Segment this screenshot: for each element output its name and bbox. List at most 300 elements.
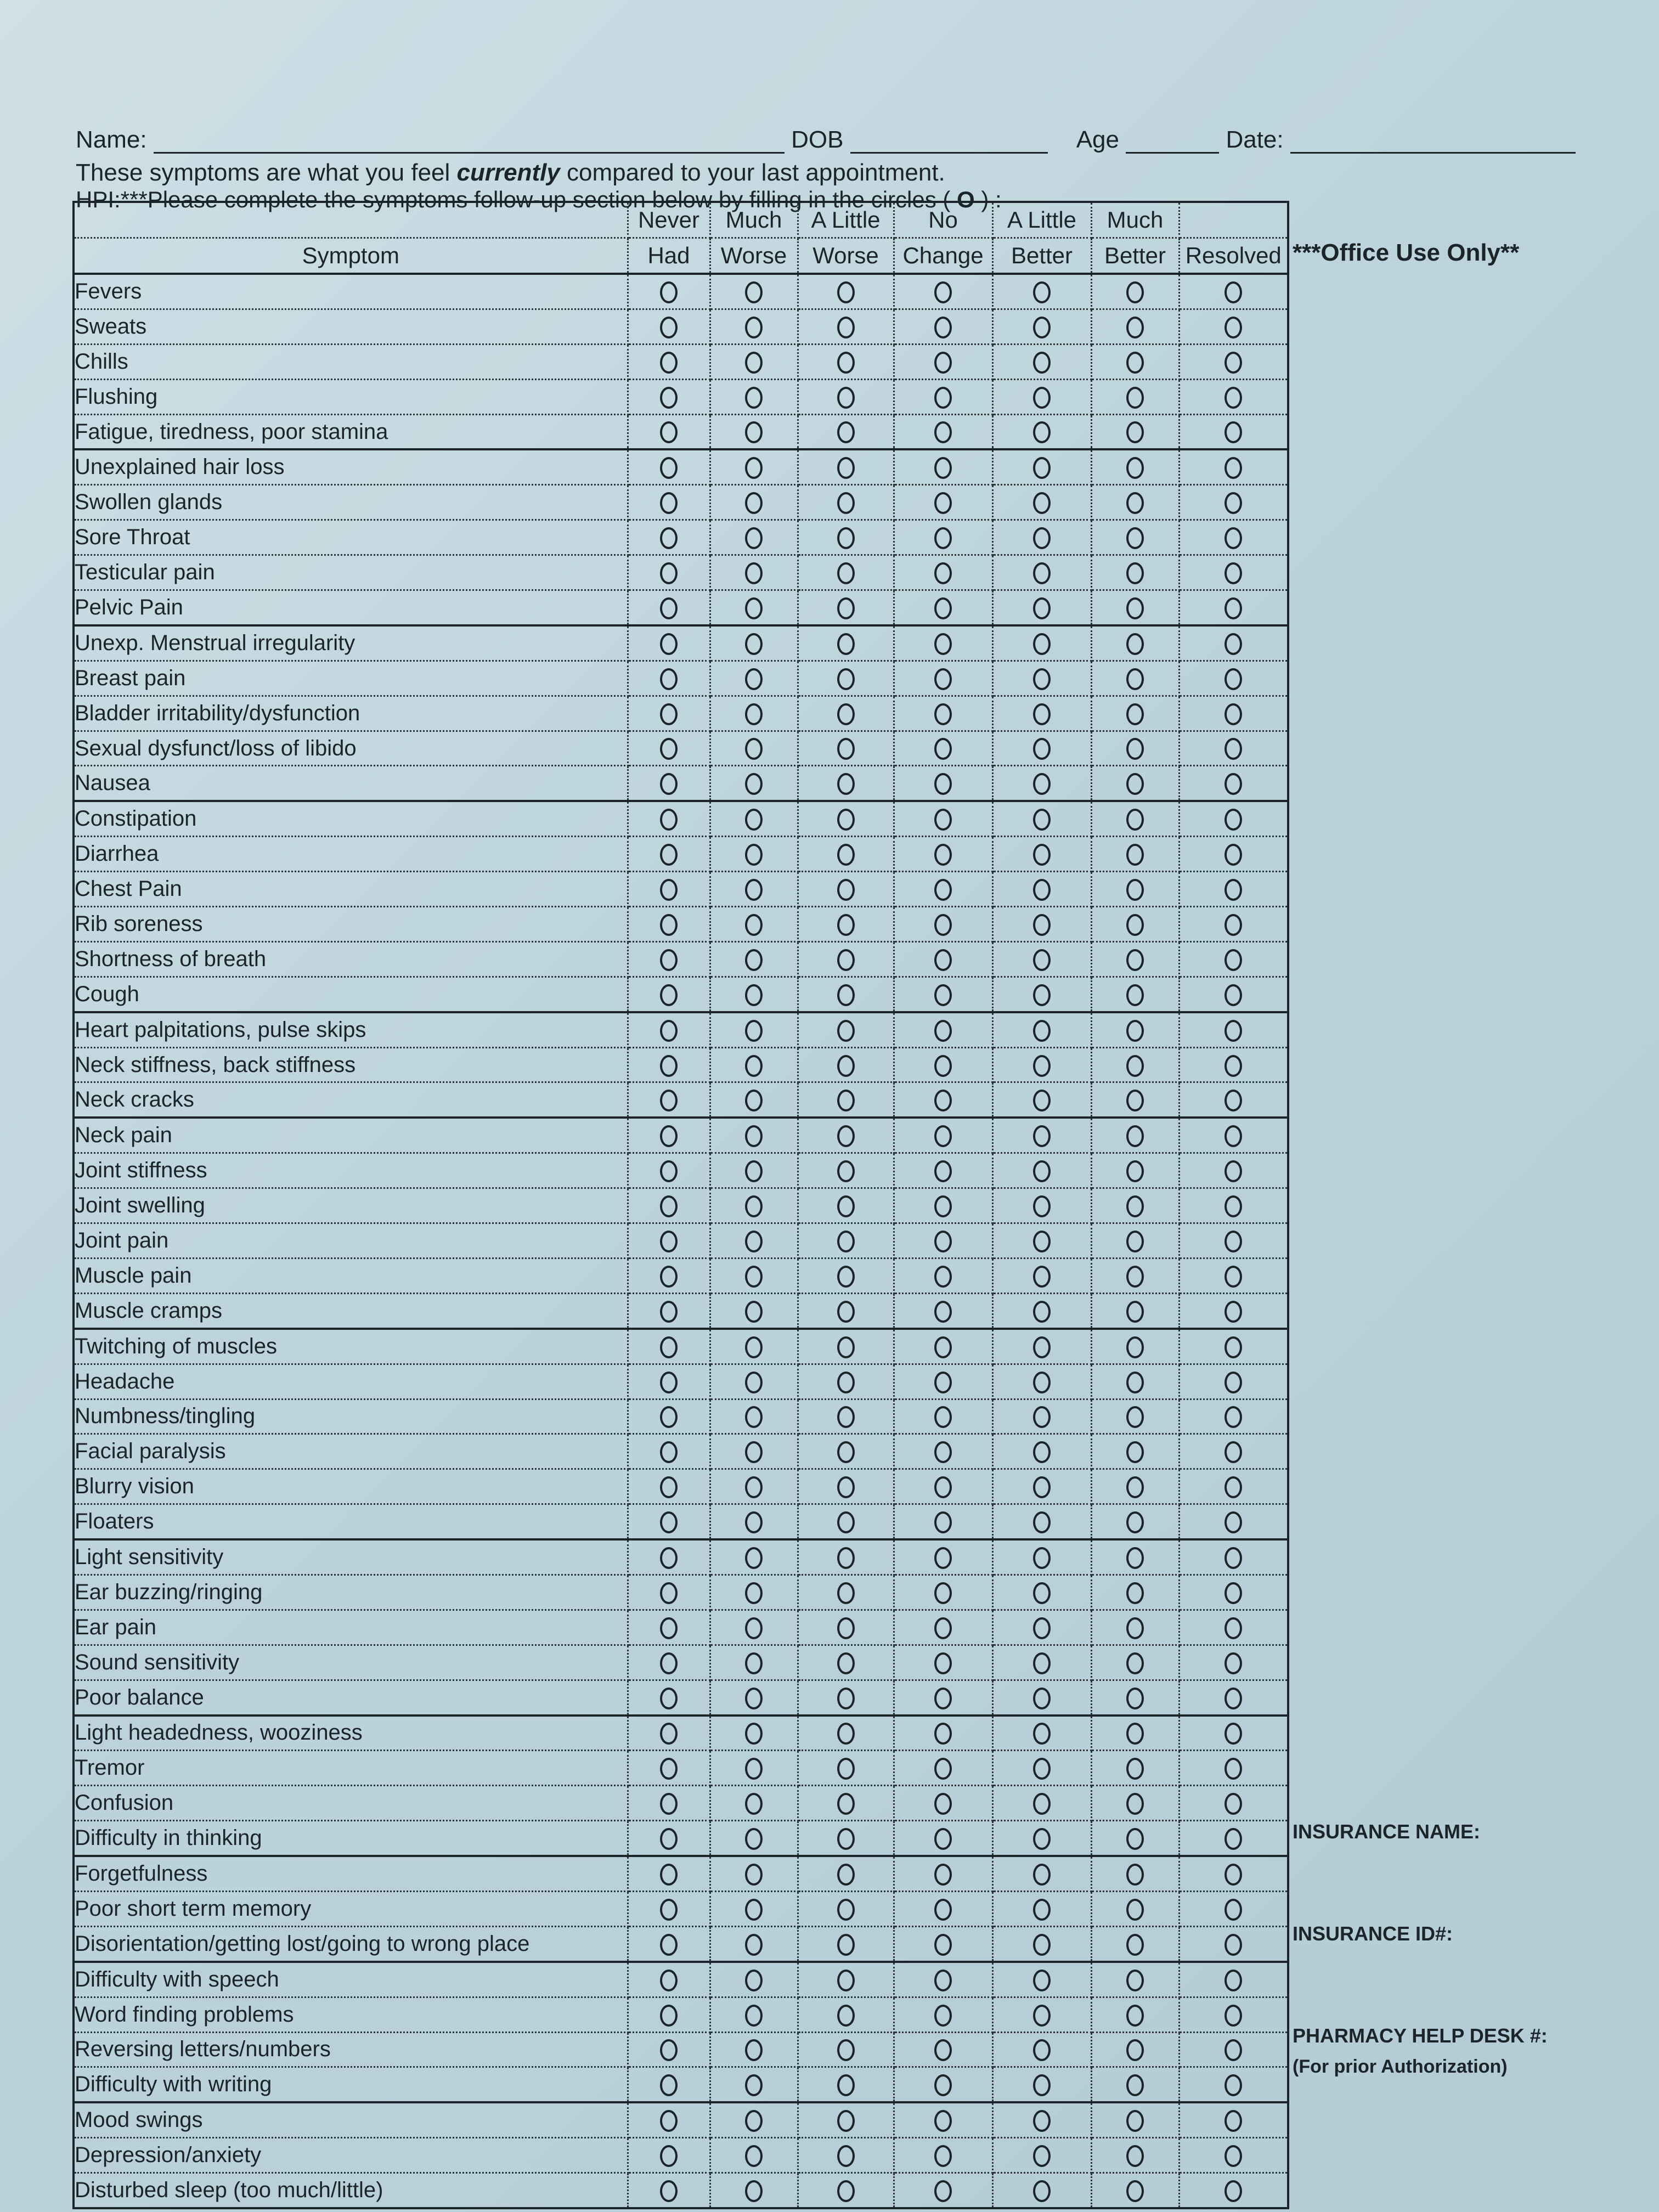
response-circle[interactable]	[1033, 1582, 1051, 1604]
response-circle[interactable]	[934, 281, 952, 303]
response-circle[interactable]	[660, 1617, 678, 1639]
response-circle[interactable]	[1033, 809, 1051, 831]
response-circle[interactable]	[745, 1970, 763, 1991]
response-circle[interactable]	[1033, 1266, 1051, 1288]
response-circle[interactable]	[837, 2180, 855, 2202]
response-circle[interactable]	[660, 1582, 678, 1604]
response-circle[interactable]	[1033, 1688, 1051, 1709]
response-circle[interactable]	[934, 809, 952, 831]
response-circle[interactable]	[837, 2005, 855, 2027]
response-circle[interactable]	[1126, 984, 1144, 1006]
response-circle[interactable]	[745, 738, 763, 760]
response-circle[interactable]	[1126, 1652, 1144, 1674]
response-circle[interactable]	[934, 1301, 952, 1323]
response-circle[interactable]	[1224, 1758, 1242, 1780]
response-circle[interactable]	[837, 1793, 855, 1815]
response-circle[interactable]	[745, 1758, 763, 1780]
response-circle[interactable]	[837, 317, 855, 338]
response-circle[interactable]	[837, 1899, 855, 1921]
response-circle[interactable]	[1224, 2180, 1242, 2202]
response-circle[interactable]	[1033, 1723, 1051, 1745]
response-circle[interactable]	[660, 597, 678, 619]
response-circle[interactable]	[1033, 562, 1051, 584]
response-circle[interactable]	[745, 1125, 763, 1147]
response-circle[interactable]	[837, 2039, 855, 2061]
response-circle[interactable]	[837, 387, 855, 409]
response-circle[interactable]	[745, 281, 763, 303]
response-circle[interactable]	[1126, 1723, 1144, 1745]
response-circle[interactable]	[1224, 421, 1242, 443]
response-circle[interactable]	[934, 317, 952, 338]
response-circle[interactable]	[1224, 1406, 1242, 1428]
response-circle[interactable]	[1126, 2145, 1144, 2167]
response-circle[interactable]	[1224, 879, 1242, 901]
response-circle[interactable]	[1033, 1441, 1051, 1463]
response-circle[interactable]	[745, 844, 763, 866]
response-circle[interactable]	[934, 1864, 952, 1886]
response-circle[interactable]	[1126, 1125, 1144, 1147]
response-circle[interactable]	[1126, 1055, 1144, 1077]
response-circle[interactable]	[745, 1441, 763, 1463]
response-circle[interactable]	[1033, 1301, 1051, 1323]
response-circle[interactable]	[1126, 773, 1144, 795]
response-circle[interactable]	[1224, 352, 1242, 374]
response-circle[interactable]	[1033, 773, 1051, 795]
response-circle[interactable]	[745, 1723, 763, 1745]
response-circle[interactable]	[745, 457, 763, 479]
response-circle[interactable]	[934, 2180, 952, 2202]
response-circle[interactable]	[745, 1160, 763, 1182]
response-circle[interactable]	[1033, 2074, 1051, 2096]
response-circle[interactable]	[1126, 809, 1144, 831]
response-circle[interactable]	[660, 317, 678, 338]
response-circle[interactable]	[1224, 633, 1242, 655]
response-circle[interactable]	[745, 809, 763, 831]
response-circle[interactable]	[837, 1195, 855, 1217]
response-circle[interactable]	[1126, 562, 1144, 584]
response-circle[interactable]	[934, 1582, 952, 1604]
response-circle[interactable]	[837, 633, 855, 655]
response-circle[interactable]	[660, 703, 678, 725]
response-circle[interactable]	[745, 492, 763, 514]
response-circle[interactable]	[660, 1020, 678, 1042]
response-circle[interactable]	[837, 1934, 855, 1956]
response-circle[interactable]	[660, 668, 678, 690]
age-field[interactable]	[1126, 130, 1219, 154]
response-circle[interactable]	[934, 2005, 952, 2027]
response-circle[interactable]	[745, 668, 763, 690]
response-circle[interactable]	[1126, 2110, 1144, 2132]
response-circle[interactable]	[1033, 668, 1051, 690]
response-circle[interactable]	[1126, 1758, 1144, 1780]
response-circle[interactable]	[837, 2074, 855, 2096]
response-circle[interactable]	[934, 1934, 952, 1956]
response-circle[interactable]	[660, 2180, 678, 2202]
response-circle[interactable]	[1033, 914, 1051, 936]
response-circle[interactable]	[1033, 492, 1051, 514]
response-circle[interactable]	[1126, 1336, 1144, 1358]
response-circle[interactable]	[745, 1055, 763, 1077]
response-circle[interactable]	[1224, 1652, 1242, 1674]
response-circle[interactable]	[1126, 879, 1144, 901]
response-circle[interactable]	[660, 1055, 678, 1077]
response-circle[interactable]	[745, 1793, 763, 1815]
response-circle[interactable]	[660, 492, 678, 514]
response-circle[interactable]	[934, 1055, 952, 1077]
response-circle[interactable]	[660, 457, 678, 479]
response-circle[interactable]	[934, 1723, 952, 1745]
response-circle[interactable]	[1224, 844, 1242, 866]
response-circle[interactable]	[1033, 1125, 1051, 1147]
response-circle[interactable]	[1033, 1970, 1051, 1991]
response-circle[interactable]	[1224, 2039, 1242, 2061]
response-circle[interactable]	[660, 1301, 678, 1323]
response-circle[interactable]	[837, 1406, 855, 1428]
response-circle[interactable]	[745, 703, 763, 725]
response-circle[interactable]	[660, 773, 678, 795]
response-circle[interactable]	[660, 421, 678, 443]
response-circle[interactable]	[837, 1055, 855, 1077]
response-circle[interactable]	[660, 527, 678, 549]
response-circle[interactable]	[1224, 1688, 1242, 1709]
response-circle[interactable]	[934, 1372, 952, 1393]
response-circle[interactable]	[1126, 1160, 1144, 1182]
response-circle[interactable]	[1126, 914, 1144, 936]
response-circle[interactable]	[934, 597, 952, 619]
response-circle[interactable]	[745, 1476, 763, 1498]
response-circle[interactable]	[1224, 914, 1242, 936]
response-circle[interactable]	[934, 527, 952, 549]
response-circle[interactable]	[745, 2005, 763, 2027]
response-circle[interactable]	[837, 773, 855, 795]
response-circle[interactable]	[1126, 1547, 1144, 1569]
response-circle[interactable]	[1126, 1441, 1144, 1463]
response-circle[interactable]	[837, 1266, 855, 1288]
response-circle[interactable]	[1224, 387, 1242, 409]
response-circle[interactable]	[1224, 597, 1242, 619]
response-circle[interactable]	[1033, 703, 1051, 725]
response-circle[interactable]	[837, 1372, 855, 1393]
response-circle[interactable]	[660, 1406, 678, 1428]
response-circle[interactable]	[745, 984, 763, 1006]
response-circle[interactable]	[837, 809, 855, 831]
response-circle[interactable]	[745, 1090, 763, 1111]
response-circle[interactable]	[745, 773, 763, 795]
response-circle[interactable]	[745, 1336, 763, 1358]
response-circle[interactable]	[1224, 1582, 1242, 1604]
response-circle[interactable]	[1224, 562, 1242, 584]
response-circle[interactable]	[660, 352, 678, 374]
response-circle[interactable]	[934, 1406, 952, 1428]
response-circle[interactable]	[660, 1652, 678, 1674]
response-circle[interactable]	[745, 1652, 763, 1674]
response-circle[interactable]	[1126, 421, 1144, 443]
response-circle[interactable]	[837, 421, 855, 443]
response-circle[interactable]	[1033, 1934, 1051, 1956]
response-circle[interactable]	[1224, 2145, 1242, 2167]
response-circle[interactable]	[745, 1547, 763, 1569]
response-circle[interactable]	[745, 1864, 763, 1886]
response-circle[interactable]	[1126, 1688, 1144, 1709]
response-circle[interactable]	[660, 2074, 678, 2096]
response-circle[interactable]	[660, 2005, 678, 2027]
response-circle[interactable]	[934, 879, 952, 901]
response-circle[interactable]	[837, 1828, 855, 1850]
response-circle[interactable]	[745, 2145, 763, 2167]
response-circle[interactable]	[660, 1547, 678, 1569]
response-circle[interactable]	[1224, 949, 1242, 971]
response-circle[interactable]	[837, 1090, 855, 1111]
response-circle[interactable]	[934, 844, 952, 866]
response-circle[interactable]	[1033, 1864, 1051, 1886]
response-circle[interactable]	[934, 1231, 952, 1252]
response-circle[interactable]	[1033, 1406, 1051, 1428]
response-circle[interactable]	[1224, 527, 1242, 549]
response-circle[interactable]	[745, 2039, 763, 2061]
response-circle[interactable]	[934, 1160, 952, 1182]
response-circle[interactable]	[745, 527, 763, 549]
response-circle[interactable]	[660, 1793, 678, 1815]
response-circle[interactable]	[1224, 1864, 1242, 1886]
response-circle[interactable]	[660, 281, 678, 303]
response-circle[interactable]	[1126, 281, 1144, 303]
response-circle[interactable]	[660, 562, 678, 584]
response-circle[interactable]	[660, 633, 678, 655]
response-circle[interactable]	[1126, 949, 1144, 971]
response-circle[interactable]	[837, 1476, 855, 1498]
response-circle[interactable]	[1126, 1301, 1144, 1323]
response-circle[interactable]	[1033, 1020, 1051, 1042]
response-circle[interactable]	[1033, 1758, 1051, 1780]
response-circle[interactable]	[660, 1090, 678, 1111]
response-circle[interactable]	[1033, 597, 1051, 619]
response-circle[interactable]	[837, 1758, 855, 1780]
response-circle[interactable]	[660, 1899, 678, 1921]
response-circle[interactable]	[1224, 1617, 1242, 1639]
response-circle[interactable]	[1224, 703, 1242, 725]
response-circle[interactable]	[1033, 1899, 1051, 1921]
response-circle[interactable]	[1033, 1231, 1051, 1252]
response-circle[interactable]	[934, 562, 952, 584]
response-circle[interactable]	[934, 1547, 952, 1569]
response-circle[interactable]	[1126, 1476, 1144, 1498]
response-circle[interactable]	[660, 2110, 678, 2132]
response-circle[interactable]	[837, 949, 855, 971]
response-circle[interactable]	[1224, 1231, 1242, 1252]
response-circle[interactable]	[837, 1441, 855, 1463]
response-circle[interactable]	[934, 2039, 952, 2061]
response-circle[interactable]	[837, 562, 855, 584]
response-circle[interactable]	[1126, 387, 1144, 409]
response-circle[interactable]	[745, 1020, 763, 1042]
response-circle[interactable]	[1126, 1195, 1144, 1217]
response-circle[interactable]	[660, 1511, 678, 1533]
response-circle[interactable]	[1033, 949, 1051, 971]
response-circle[interactable]	[660, 1934, 678, 1956]
response-circle[interactable]	[1033, 738, 1051, 760]
response-circle[interactable]	[745, 1372, 763, 1393]
dob-field[interactable]	[850, 130, 1048, 154]
response-circle[interactable]	[1224, 1301, 1242, 1323]
response-circle[interactable]	[837, 1336, 855, 1358]
response-circle[interactable]	[660, 1864, 678, 1886]
response-circle[interactable]	[837, 1652, 855, 1674]
response-circle[interactable]	[934, 1511, 952, 1533]
response-circle[interactable]	[837, 668, 855, 690]
response-circle[interactable]	[745, 1582, 763, 1604]
response-circle[interactable]	[1033, 1055, 1051, 1077]
response-circle[interactable]	[660, 879, 678, 901]
response-circle[interactable]	[1224, 1934, 1242, 1956]
response-circle[interactable]	[745, 633, 763, 655]
response-circle[interactable]	[934, 668, 952, 690]
response-circle[interactable]	[1126, 1582, 1144, 1604]
response-circle[interactable]	[1224, 1090, 1242, 1111]
response-circle[interactable]	[934, 1336, 952, 1358]
response-circle[interactable]	[745, 352, 763, 374]
response-circle[interactable]	[1126, 1090, 1144, 1111]
response-circle[interactable]	[1126, 1617, 1144, 1639]
response-circle[interactable]	[1126, 1020, 1144, 1042]
response-circle[interactable]	[837, 1511, 855, 1533]
response-circle[interactable]	[745, 1899, 763, 1921]
response-circle[interactable]	[1033, 317, 1051, 338]
response-circle[interactable]	[745, 597, 763, 619]
response-circle[interactable]	[837, 984, 855, 1006]
response-circle[interactable]	[660, 914, 678, 936]
response-circle[interactable]	[745, 2074, 763, 2096]
response-circle[interactable]	[1224, 1899, 1242, 1921]
response-circle[interactable]	[1224, 1793, 1242, 1815]
response-circle[interactable]	[837, 1231, 855, 1252]
response-circle[interactable]	[1033, 387, 1051, 409]
response-circle[interactable]	[1224, 984, 1242, 1006]
response-circle[interactable]	[1224, 1476, 1242, 1498]
response-circle[interactable]	[1126, 492, 1144, 514]
response-circle[interactable]	[1224, 457, 1242, 479]
response-circle[interactable]	[1126, 738, 1144, 760]
response-circle[interactable]	[745, 317, 763, 338]
response-circle[interactable]	[1126, 597, 1144, 619]
response-circle[interactable]	[837, 879, 855, 901]
response-circle[interactable]	[1126, 317, 1144, 338]
response-circle[interactable]	[1224, 281, 1242, 303]
response-circle[interactable]	[1126, 1970, 1144, 1991]
response-circle[interactable]	[837, 844, 855, 866]
response-circle[interactable]	[1126, 1864, 1144, 1886]
response-circle[interactable]	[660, 1758, 678, 1780]
response-circle[interactable]	[1033, 844, 1051, 866]
response-circle[interactable]	[1224, 668, 1242, 690]
response-circle[interactable]	[1033, 2110, 1051, 2132]
response-circle[interactable]	[1224, 1372, 1242, 1393]
response-circle[interactable]	[745, 1266, 763, 1288]
response-circle[interactable]	[745, 1231, 763, 1252]
response-circle[interactable]	[745, 914, 763, 936]
response-circle[interactable]	[1224, 2110, 1242, 2132]
response-circle[interactable]	[934, 1688, 952, 1709]
response-circle[interactable]	[1126, 1372, 1144, 1393]
response-circle[interactable]	[1224, 738, 1242, 760]
response-circle[interactable]	[1224, 1547, 1242, 1569]
response-circle[interactable]	[1224, 1160, 1242, 1182]
response-circle[interactable]	[1033, 1336, 1051, 1358]
response-circle[interactable]	[1126, 1231, 1144, 1252]
response-circle[interactable]	[660, 1195, 678, 1217]
response-circle[interactable]	[934, 773, 952, 795]
response-circle[interactable]	[745, 421, 763, 443]
response-circle[interactable]	[1033, 352, 1051, 374]
date-field[interactable]	[1290, 130, 1576, 154]
response-circle[interactable]	[934, 352, 952, 374]
response-circle[interactable]	[934, 1652, 952, 1674]
response-circle[interactable]	[745, 1617, 763, 1639]
response-circle[interactable]	[837, 738, 855, 760]
response-circle[interactable]	[837, 1160, 855, 1182]
response-circle[interactable]	[1126, 668, 1144, 690]
response-circle[interactable]	[837, 1864, 855, 1886]
response-circle[interactable]	[837, 1617, 855, 1639]
response-circle[interactable]	[1224, 1723, 1242, 1745]
response-circle[interactable]	[1033, 2180, 1051, 2202]
response-circle[interactable]	[660, 1828, 678, 1850]
response-circle[interactable]	[934, 1125, 952, 1147]
response-circle[interactable]	[1033, 984, 1051, 1006]
response-circle[interactable]	[934, 1020, 952, 1042]
response-circle[interactable]	[1033, 879, 1051, 901]
response-circle[interactable]	[934, 2074, 952, 2096]
response-circle[interactable]	[1224, 1125, 1242, 1147]
response-circle[interactable]	[1126, 2005, 1144, 2027]
response-circle[interactable]	[1033, 457, 1051, 479]
response-circle[interactable]	[1224, 1828, 1242, 1850]
response-circle[interactable]	[837, 1547, 855, 1569]
response-circle[interactable]	[1033, 1547, 1051, 1569]
response-circle[interactable]	[1224, 1266, 1242, 1288]
response-circle[interactable]	[660, 984, 678, 1006]
response-circle[interactable]	[1224, 1511, 1242, 1533]
response-circle[interactable]	[1033, 1195, 1051, 1217]
response-circle[interactable]	[934, 1899, 952, 1921]
response-circle[interactable]	[837, 2110, 855, 2132]
response-circle[interactable]	[660, 387, 678, 409]
response-circle[interactable]	[660, 1125, 678, 1147]
response-circle[interactable]	[1033, 1828, 1051, 1850]
response-circle[interactable]	[1126, 2074, 1144, 2096]
response-circle[interactable]	[934, 984, 952, 1006]
response-circle[interactable]	[1033, 281, 1051, 303]
response-circle[interactable]	[660, 2145, 678, 2167]
response-circle[interactable]	[1126, 633, 1144, 655]
response-circle[interactable]	[660, 1476, 678, 1498]
response-circle[interactable]	[934, 1476, 952, 1498]
response-circle[interactable]	[1033, 1652, 1051, 1674]
response-circle[interactable]	[1033, 2145, 1051, 2167]
response-circle[interactable]	[1033, 1160, 1051, 1182]
response-circle[interactable]	[1126, 352, 1144, 374]
response-circle[interactable]	[1033, 2039, 1051, 2061]
response-circle[interactable]	[934, 738, 952, 760]
response-circle[interactable]	[660, 844, 678, 866]
response-circle[interactable]	[837, 914, 855, 936]
name-field[interactable]	[154, 130, 785, 154]
response-circle[interactable]	[934, 1266, 952, 1288]
response-circle[interactable]	[934, 1970, 952, 1991]
response-circle[interactable]	[1224, 2005, 1242, 2027]
response-circle[interactable]	[837, 457, 855, 479]
response-circle[interactable]	[1126, 527, 1144, 549]
response-circle[interactable]	[660, 1441, 678, 1463]
